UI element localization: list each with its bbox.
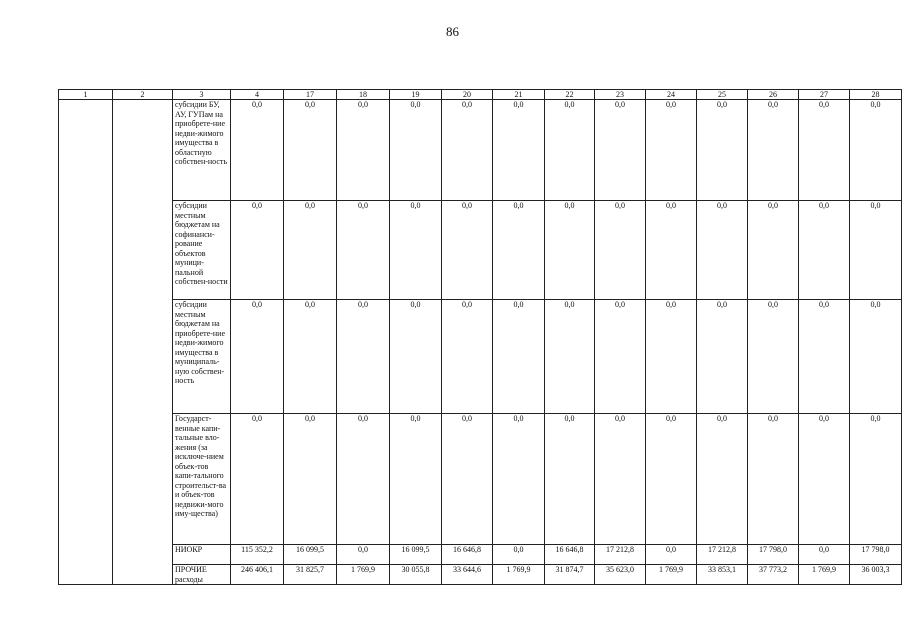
row-description: субсидии местным бюджетам на софинанси-рование объектов муници-пальной собствен-ности xyxy=(173,201,231,300)
value-cell: 0,0 xyxy=(799,201,850,300)
value-cell: 0,0 xyxy=(231,201,284,300)
value-cell: 37 773,2 xyxy=(748,565,799,585)
value-cell: 31 825,7 xyxy=(284,565,337,585)
value-cell: 33 644,6 xyxy=(442,565,493,585)
value-cell: 0,0 xyxy=(748,300,799,414)
value-cell: 0,0 xyxy=(231,100,284,201)
value-cell: 0,0 xyxy=(442,100,493,201)
value-cell: 0,0 xyxy=(748,414,799,545)
value-cell: 0,0 xyxy=(284,300,337,414)
column-number: 26 xyxy=(748,90,799,100)
value-cell: 0,0 xyxy=(390,201,442,300)
value-cell: 0,0 xyxy=(799,300,850,414)
value-cell: 0,0 xyxy=(442,201,493,300)
value-cell: 16 099,5 xyxy=(390,545,442,565)
value-cell: 0,0 xyxy=(697,100,748,201)
value-cell: 0,0 xyxy=(390,100,442,201)
value-cell: 0,0 xyxy=(337,201,390,300)
value-cell: 0,0 xyxy=(799,100,850,201)
value-cell: 17 212,8 xyxy=(697,545,748,565)
column-number: 17 xyxy=(284,90,337,100)
value-cell: 0,0 xyxy=(442,300,493,414)
value-cell: 0,0 xyxy=(337,414,390,545)
table-row xyxy=(59,300,902,414)
value-cell: 0,0 xyxy=(799,414,850,545)
row-description: Государст-венные капи-тальные вло-жения (за исключе-нием объек-тов капи-тального строительст-ва и объек-тов недвижи-мого иму-щества) xyxy=(173,414,231,545)
value-cell: 0,0 xyxy=(337,100,390,201)
table-row xyxy=(59,545,902,565)
column-number: 4 xyxy=(231,90,284,100)
value-cell: 0,0 xyxy=(748,201,799,300)
column-number: 21 xyxy=(493,90,545,100)
value-cell: 1 769,9 xyxy=(646,565,697,585)
value-cell: 0,0 xyxy=(850,100,902,201)
column-number: 20 xyxy=(442,90,493,100)
page-number: 86 xyxy=(446,24,459,39)
value-cell: 16 646,8 xyxy=(442,545,493,565)
value-cell: 246 406,1 xyxy=(231,565,284,585)
row-description: субсидии БУ, АУ, ГУПам на приобрете-ние недви-жимого имущества в областную собствен-ность xyxy=(173,100,231,201)
value-cell: 0,0 xyxy=(390,300,442,414)
table-row xyxy=(59,100,902,201)
value-cell: 0,0 xyxy=(493,100,545,201)
table-row xyxy=(59,565,902,585)
value-cell: 17 798,0 xyxy=(748,545,799,565)
value-cell: 0,0 xyxy=(545,201,595,300)
value-cell: 0,0 xyxy=(595,201,646,300)
budget-table xyxy=(58,89,902,585)
col1-cell xyxy=(59,100,113,585)
value-cell: 16 099,5 xyxy=(284,545,337,565)
row-description: НИОКР xyxy=(173,545,231,565)
value-cell: 1 769,9 xyxy=(493,565,545,585)
col2-cell xyxy=(113,100,173,585)
value-cell: 17 798,0 xyxy=(850,545,902,565)
value-cell: 0,0 xyxy=(697,300,748,414)
value-cell: 1 769,9 xyxy=(799,565,850,585)
value-cell: 0,0 xyxy=(595,300,646,414)
value-cell: 0,0 xyxy=(442,414,493,545)
value-cell: 0,0 xyxy=(493,300,545,414)
column-number: 23 xyxy=(595,90,646,100)
value-cell: 0,0 xyxy=(697,414,748,545)
value-cell: 0,0 xyxy=(595,414,646,545)
value-cell: 33 853,1 xyxy=(697,565,748,585)
value-cell: 0,0 xyxy=(748,100,799,201)
value-cell: 31 874,7 xyxy=(545,565,595,585)
column-number: 25 xyxy=(697,90,748,100)
value-cell: 115 352,2 xyxy=(231,545,284,565)
value-cell: 1 769,9 xyxy=(337,565,390,585)
value-cell: 0,0 xyxy=(646,201,697,300)
value-cell: 0,0 xyxy=(646,414,697,545)
value-cell: 0,0 xyxy=(545,100,595,201)
value-cell: 0,0 xyxy=(646,300,697,414)
row-description: субсидии местным бюджетам на приобрете-ние недви-жимого имущества в муниципаль-ную собствен-ность xyxy=(173,300,231,414)
value-cell: 30 055,8 xyxy=(390,565,442,585)
column-number: 22 xyxy=(545,90,595,100)
table-row xyxy=(59,414,902,545)
value-cell: 36 003,3 xyxy=(850,565,902,585)
column-number: 28 xyxy=(850,90,902,100)
column-number: 2 xyxy=(113,90,173,100)
value-cell: 0,0 xyxy=(231,300,284,414)
row-description: ПРОЧИЕ расходы xyxy=(173,565,231,585)
value-cell: 0,0 xyxy=(697,201,748,300)
value-cell: 0,0 xyxy=(337,300,390,414)
value-cell: 0,0 xyxy=(850,300,902,414)
value-cell: 0,0 xyxy=(231,414,284,545)
value-cell: 0,0 xyxy=(646,545,697,565)
column-number: 18 xyxy=(337,90,390,100)
column-number: 24 xyxy=(646,90,697,100)
column-number: 3 xyxy=(173,90,231,100)
table-row xyxy=(59,201,902,300)
column-number: 27 xyxy=(799,90,850,100)
value-cell: 0,0 xyxy=(850,201,902,300)
value-cell: 16 646,8 xyxy=(545,545,595,565)
value-cell: 0,0 xyxy=(493,201,545,300)
value-cell: 0,0 xyxy=(850,414,902,545)
value-cell: 17 212,8 xyxy=(595,545,646,565)
value-cell: 35 623,0 xyxy=(595,565,646,585)
value-cell: 0,0 xyxy=(284,414,337,545)
value-cell: 0,0 xyxy=(390,414,442,545)
value-cell: 0,0 xyxy=(646,100,697,201)
value-cell: 0,0 xyxy=(595,100,646,201)
value-cell: 0,0 xyxy=(493,545,545,565)
value-cell: 0,0 xyxy=(493,414,545,545)
value-cell: 0,0 xyxy=(337,545,390,565)
value-cell: 0,0 xyxy=(799,545,850,565)
column-number: 1 xyxy=(59,90,113,100)
column-number-row xyxy=(59,90,902,100)
value-cell: 0,0 xyxy=(284,100,337,201)
value-cell: 0,0 xyxy=(545,300,595,414)
value-cell: 0,0 xyxy=(284,201,337,300)
column-number: 19 xyxy=(390,90,442,100)
value-cell: 0,0 xyxy=(545,414,595,545)
